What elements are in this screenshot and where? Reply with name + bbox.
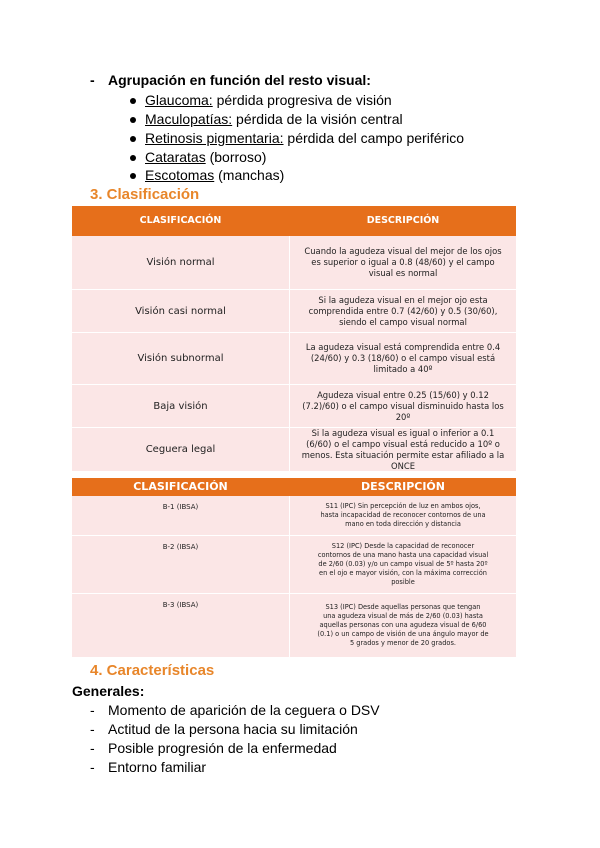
dash-bullet: - [90,759,95,775]
row-label: Ceguera legal [145,444,216,455]
list-item [90,758,207,777]
row-description: S11 (IPC) Sin percepción de luz en ambos ojos, hasta incapacidad de reconocer contornos de una mano en toda dirección y distancia [320,502,486,528]
row-description: La agudeza visual está comprendida entre 0.4 (24/60) y 0.3 (18/60) o el campo visual está limitado a 40º [305,342,501,374]
row-label: Visión subnormal [137,353,224,364]
bullet-icon [130,117,136,123]
list-desc: (manchas) [214,167,285,183]
table-row [72,536,516,594]
list-item [90,720,358,739]
row-label: B-3 (IBSA) [162,601,199,609]
list-text: Posible progresión de la enfermedad [108,740,337,756]
list-text: Momento de aparición de la ceguera o DSV [108,702,380,718]
bullet-icon [130,136,136,142]
classification-table [72,206,516,471]
row-label: B-1 (IBSA) [162,503,199,511]
list-term: Glaucoma: [145,92,213,108]
list-item [130,148,266,167]
row-description: S13 (IPC) Desde aquellas personas que tengan una agudeza visual de más de 2/60 (0.03) hasta aquellas personas con una agudeza visual de 6/60 (0.1) o un campo de visión de una ángulo mayor de 5 grados y menor de 20 grados. [317,603,489,647]
list-desc: pérdida del campo periférico [283,130,465,146]
table-row [72,594,516,657]
list-item [90,739,337,758]
ibsa-classification-table [72,478,516,657]
table-row [72,333,516,385]
row-label: Visión normal [146,257,215,268]
list-text: Actitud de la persona hacia su limitación [108,721,358,737]
table-row [72,496,516,536]
group-title: Agrupación en función del resto visual: [108,72,371,88]
header-description: DESCRIPCIÓN [366,215,440,226]
row-label: B-2 (IBSA) [162,543,199,551]
row-label: Visión casi normal [135,305,226,317]
row-description: Cuando la agudeza visual del mejor de los ojos es superior o igual a 0.8 (48/60) y el campo visual es normal [304,246,502,278]
row-description: Si la agudeza visual es igual o inferior a 0.1 (6/60) o el campo visual está reducido a 10º o menos. Esta situación permite estar afiliado a la ONCE [301,427,505,471]
header-classification: CLASIFICACIÓN [139,215,222,226]
list-item [90,701,380,720]
section-4-heading: 4. Características [90,662,215,679]
table-row [72,236,516,290]
table-header [72,478,516,496]
generales-label: Generales: [72,683,145,699]
list-term: Retinosis pigmentaria: [145,130,284,146]
header-description: DESCRIPCIÓN [361,480,445,493]
header-classification: CLASIFICACIÓN [133,480,228,493]
row-label: Baja visión [153,400,208,412]
table-row [72,290,516,333]
list-text: Entorno familiar [108,759,207,775]
row-description: Agudeza visual entre 0.25 (15/60) y 0.12 (7.2)/60) o el campo visual disminuido hasta los 20º [302,389,504,422]
dash-bullet: - [90,702,95,718]
list-desc: pérdida de la visión central [232,111,403,127]
table-header [72,206,516,236]
list-term: Cataratas [145,149,206,165]
list-term: Escotomas [145,167,215,183]
list-desc: (borroso) [205,149,267,165]
list-item [130,110,403,129]
section-3-heading: 3. Clasificación [90,186,200,203]
list-item [130,91,392,110]
list-desc: pérdida progresiva de visión [212,92,392,108]
table-row [72,385,516,428]
bullet-icon [130,98,136,104]
row-description: Si la agudeza visual en el mejor ojo esta comprendida entre 0.7 (42/60) y 0.5 (30/60), siendo el campo visual normal [308,294,498,327]
dash-bullet: - [90,721,95,737]
dash-bullet: - [90,72,95,88]
dash-bullet: - [90,740,95,756]
bullet-icon [130,155,136,161]
bullet-icon [130,173,136,179]
list-item [130,166,284,185]
list-item [130,129,464,148]
list-term: Maculopatías: [145,111,233,127]
row-description: S12 (IPC) Desde la capacidad de reconocer contornos de una mano hasta una capacidad visual de 2/60 (0.03) y/o un campo visual de 5º hasta 20º en el ojo e mayor visión, con la máxima corrección posible [317,542,489,586]
table-row [72,428,516,471]
